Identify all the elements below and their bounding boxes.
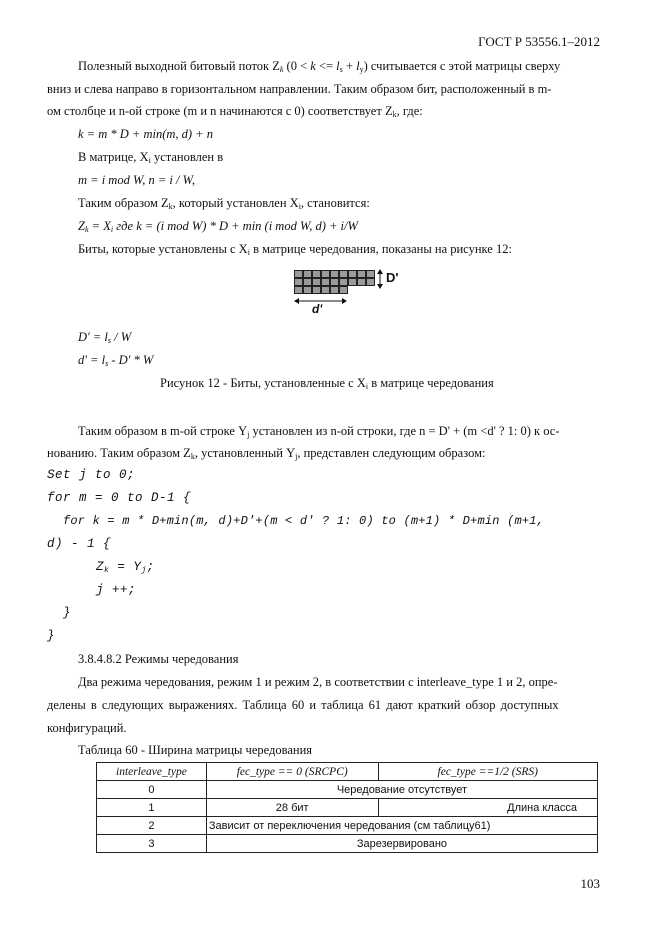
code-line: } (63, 606, 72, 620)
paragraph-line: Таким образом в m-ой строке $Y_j$ установлен из n-ой строки, где n = D' + (m <d' ? 1: 0) к ос- (78, 424, 560, 439)
code-line: j ++; (96, 583, 137, 597)
figure-label-D: D' (386, 270, 399, 285)
table-header-cell: interleave_type (97, 763, 207, 781)
table-row (97, 817, 598, 835)
code-line: d) - 1 { (47, 537, 112, 551)
page-header: ГОСТ Р 53556.1–2012 (478, 34, 600, 49)
text-line: Биты, которые установлены с $X_i$ в матрице чередования, показаны на рисунке 12: (78, 242, 512, 257)
table-row (97, 799, 598, 817)
interleave-width-table (96, 762, 598, 853)
code-line: $Z_k = Y_j$; (96, 560, 155, 575)
text-line: В матрице, $X_i$ установлен в (78, 150, 224, 165)
code-line: } (47, 629, 56, 643)
paragraph-line: делены в следующих выражениях. Таблица 60 и таблица 61 дают краткий обзор доступных (47, 698, 559, 712)
table-cell: Длина класса (378, 799, 598, 817)
text-line: Таким образом $Z_k$, который установлен $X_i$, становится: (78, 196, 370, 211)
figure-caption: Рисунок 12 - Биты, установленные с $X_i$ в матрице чередования (160, 376, 494, 391)
table-cell: Чередование отсутствует (206, 781, 597, 799)
code-line: Set j to 0; (47, 468, 136, 482)
paragraph-line: Два режима чередования, режим 1 и режим 2, в соответствии с interleave_type 1 и 2, опре- (78, 675, 558, 689)
formula: $d' = l_s - D' * W$ (78, 353, 154, 368)
paragraph-line: нованию. Таким образом $Z_k$, установленный $Y_j$, представлен следующим образом: (47, 446, 486, 461)
paragraph-line: конфигураций. (47, 721, 127, 735)
table-cell: 0 (97, 781, 207, 799)
table-cell: 3 (97, 835, 207, 853)
paragraph-line: Полезный выходной битовый поток $Z_k$ $(0 < k <= l_s + l_y)$ считывается с этой матрицы сверху (78, 59, 561, 74)
table-cell: 2 (97, 817, 207, 835)
code-line: for m = 0 to D-1 { (47, 491, 192, 505)
formula: $D' = l_s / W$ (78, 330, 132, 345)
paragraph-line: вниз и слева направо в горизонтальном направлении. Таким образом бит, расположенный в m- (47, 82, 552, 96)
table-cell: 1 (97, 799, 207, 817)
table-header-cell: fec_type == 0 (SRCPC) (206, 763, 378, 781)
table-row (97, 835, 598, 853)
section-heading: 3.8.4.8.2 Режимы чередования (78, 652, 239, 666)
formula: $Z_k = X_i$ где k = (i mod W) * D + min (i mod W, d) + i/W (78, 219, 358, 234)
paragraph-line: ом столбце и n-ой строке (m и n начинаются с 0) соответствует $Z_k$, где: (47, 104, 423, 119)
table-header-cell: fec_type ==1/2 (SRS) (378, 763, 598, 781)
table-title: Таблица 60 - Ширина матрицы чередования (78, 743, 313, 757)
figure-label-d: d' (312, 302, 323, 316)
page-number: 103 (580, 876, 600, 891)
table-header-row (97, 763, 598, 781)
table-cell: Зарезервировано (206, 835, 597, 853)
formula: m = i mod W, n = i / W, (78, 173, 195, 187)
code-line: for k = m * D+min(m, d)+D'+(m < d' ? 1: 0) to (m+1) * D+min (m+1, (63, 514, 545, 528)
table-cell: 28 бит (206, 799, 378, 817)
table-cell: Зависит от переключения чередования (см таблицу61) (206, 817, 597, 835)
table-row (97, 781, 598, 799)
formula: k = m * D + min(m, d) + n (78, 127, 214, 141)
